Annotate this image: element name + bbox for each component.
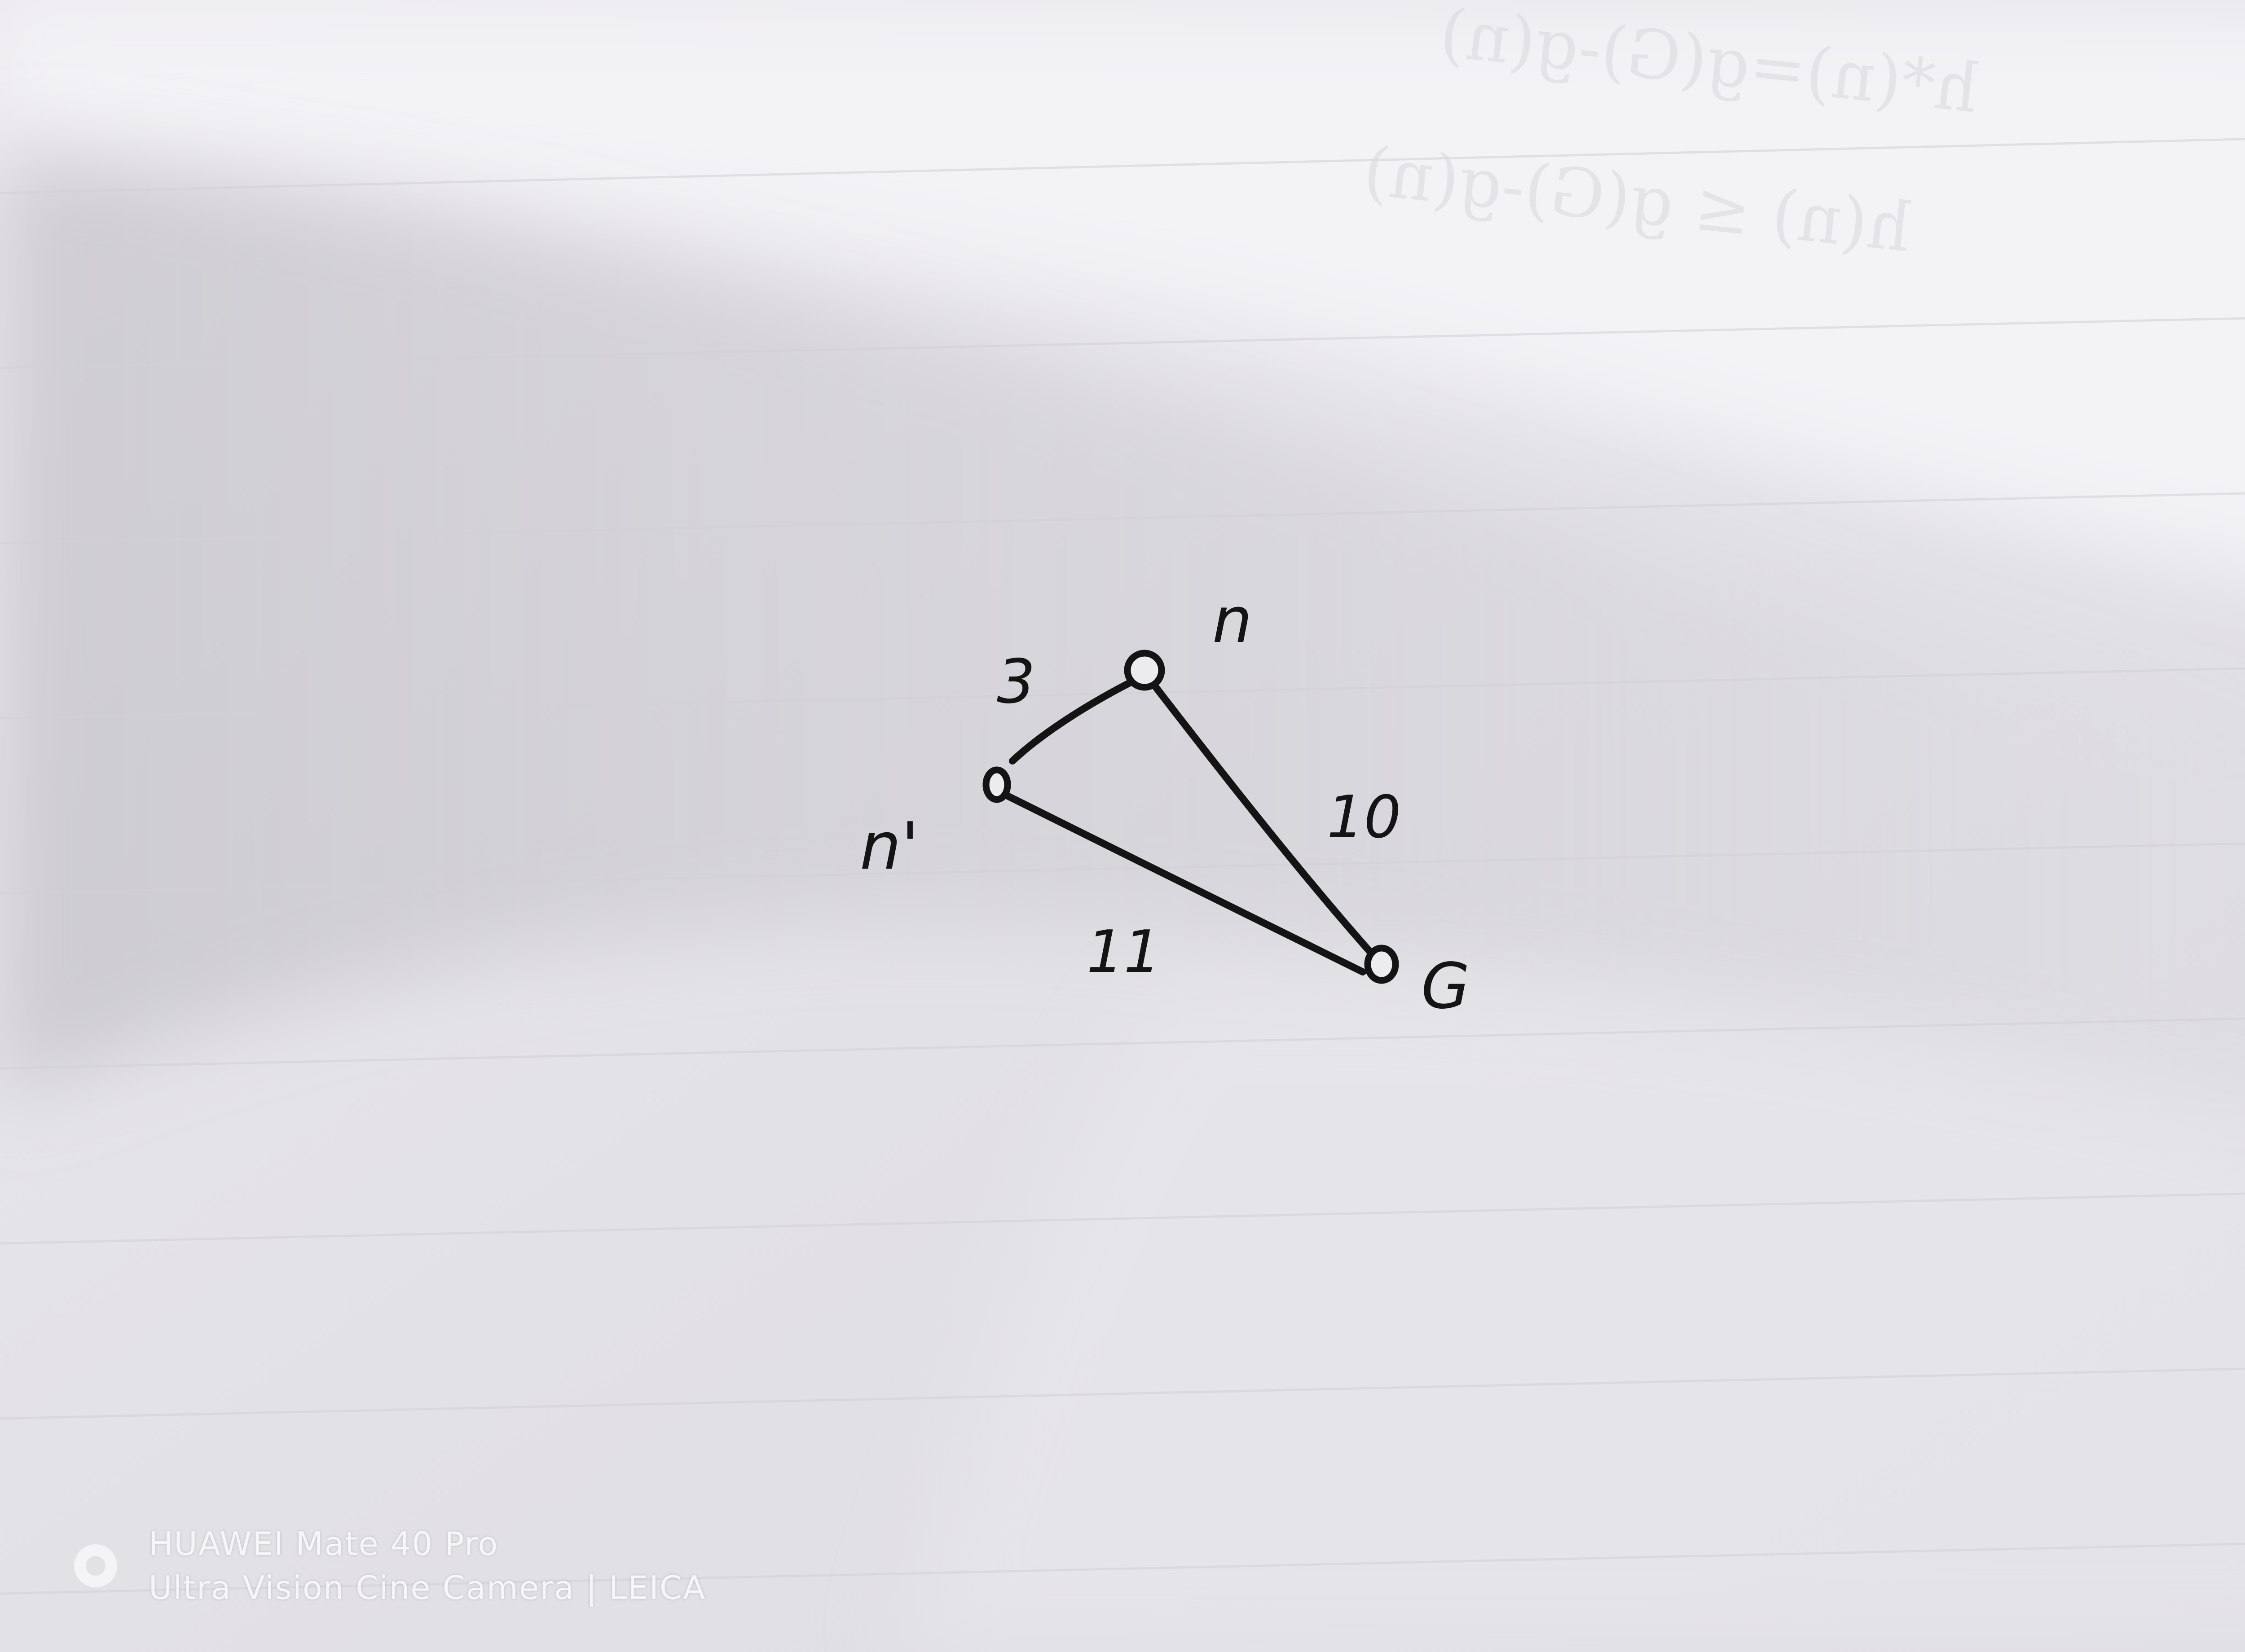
node-label-G: G <box>1421 950 1470 1023</box>
watermark-line-1: HUAWEI Mate 40 Pro <box>149 1522 706 1566</box>
node-label-n: n <box>1212 584 1252 657</box>
edge-label-3: 3 <box>997 646 1035 717</box>
node-label-n-prime: n' <box>860 808 919 884</box>
watermark-line-2: Ultra Vision Cine Camera | LEICA <box>149 1566 706 1610</box>
bleed-text-2: h(n) ≤ g(G)-g(n) <box>1360 132 1915 268</box>
edge-label-11: 11 <box>1087 918 1161 986</box>
edge-label-10: 10 <box>1327 783 1401 851</box>
bleed-text-1: h*(n)=g(G)-g(n) <box>1436 0 1982 128</box>
